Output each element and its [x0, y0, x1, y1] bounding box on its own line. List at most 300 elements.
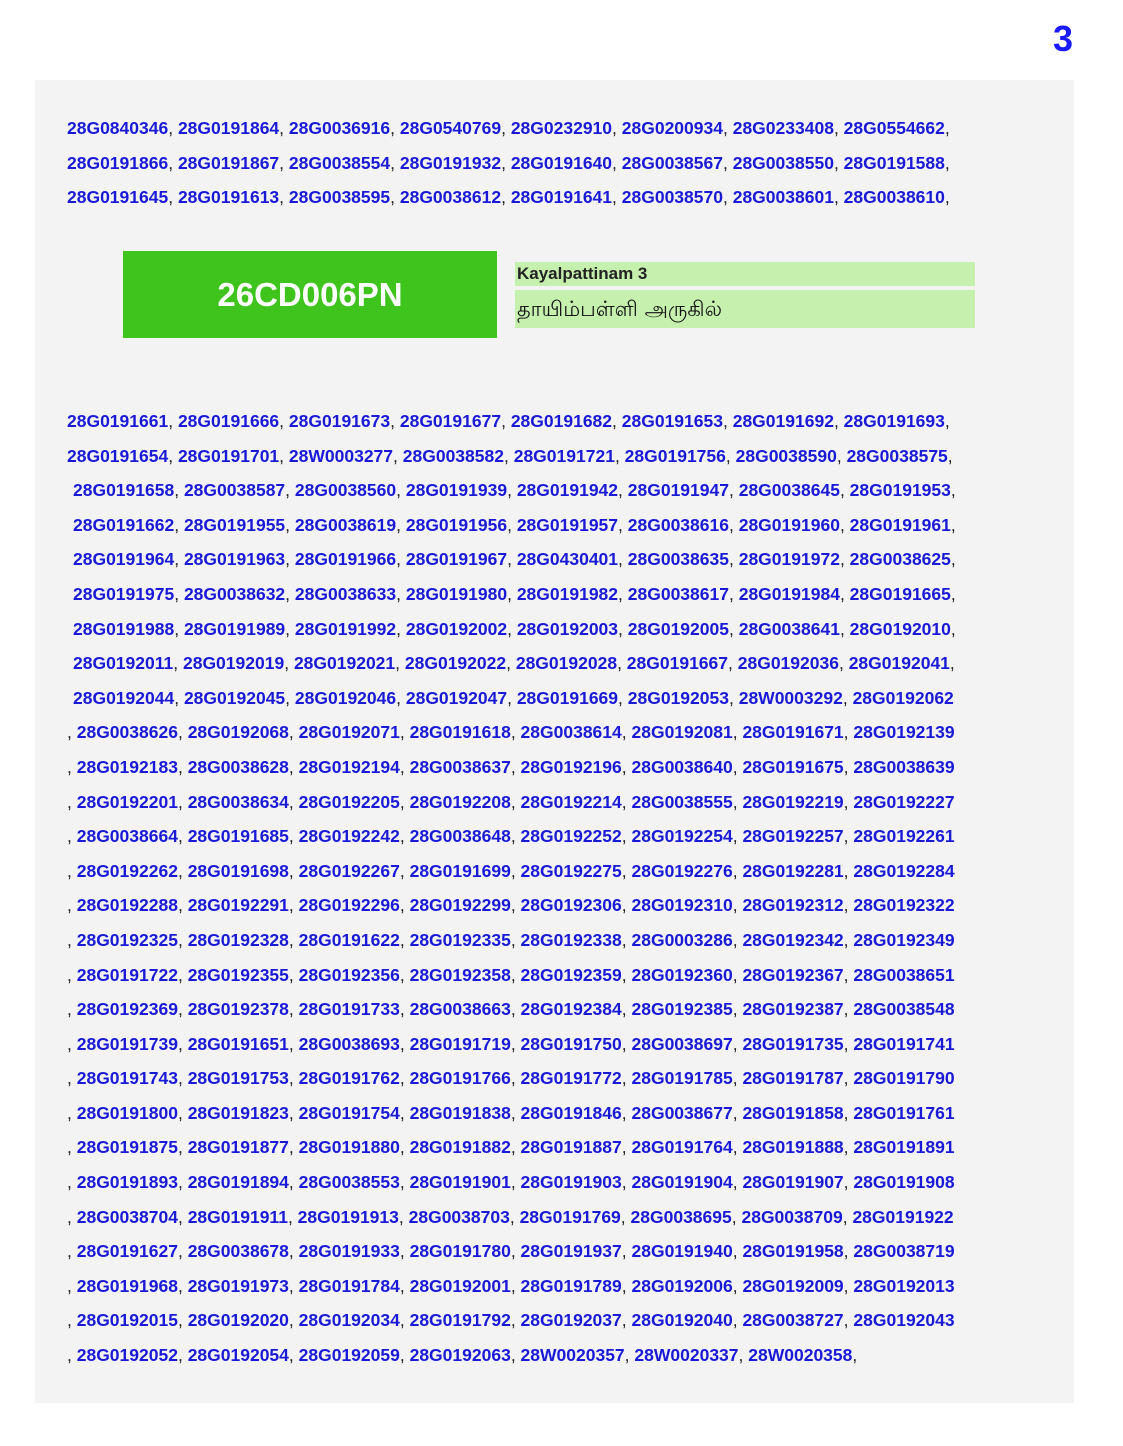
separator: ,	[621, 1275, 632, 1296]
separator: ,	[285, 618, 295, 639]
record-id: 28G0192068	[187, 722, 289, 743]
separator: ,	[728, 653, 738, 674]
separator: ,	[506, 653, 516, 674]
separator: ,	[399, 826, 410, 847]
separator: ,	[732, 756, 743, 777]
separator: ,	[501, 187, 511, 208]
record-id: 28G0038634	[187, 791, 289, 812]
separator: ,	[177, 1068, 188, 1089]
record-id: 28G0191947	[627, 480, 729, 501]
separator: ,	[621, 1102, 632, 1123]
record-id: 28G0430401	[516, 549, 619, 570]
separator: ,	[833, 187, 844, 208]
record-id: 28G0192021	[293, 653, 396, 674]
separator: ,	[503, 445, 514, 466]
separator: ,	[722, 152, 733, 173]
separator: ,	[399, 1310, 410, 1331]
separator: ,	[843, 860, 854, 881]
record-id: 28G0191588	[843, 152, 945, 173]
separator: ,	[288, 1172, 299, 1193]
separator: ,	[732, 929, 743, 950]
separator: ,	[395, 653, 405, 674]
separator: ,	[510, 756, 521, 777]
record-id: 28G0191980	[405, 583, 508, 604]
record-id: 28G0191692	[732, 411, 834, 431]
separator: ,	[177, 1310, 188, 1331]
record-id: 28G0191685	[187, 826, 289, 847]
separator: ,	[399, 1033, 410, 1054]
record-id: 28G0191677	[399, 411, 502, 431]
record-id: 28G0192013	[853, 1275, 955, 1296]
record-id: 28G0192328	[187, 929, 289, 950]
separator: ,	[618, 583, 628, 604]
separator: ,	[728, 583, 739, 604]
separator: ,	[510, 1137, 521, 1158]
separator: ,	[839, 480, 850, 501]
separator: ,	[732, 1310, 743, 1331]
id-row	[67, 819, 956, 854]
separator: ,	[67, 1241, 77, 1262]
separator: ,	[67, 826, 77, 847]
record-id: 28G0191961	[849, 514, 951, 535]
separator: ,	[507, 583, 517, 604]
record-id: 28G0191766	[409, 1068, 511, 1089]
record-id: 28G0191882	[409, 1137, 511, 1158]
separator: ,	[621, 1033, 632, 1054]
record-id: 28G0192342	[742, 929, 844, 950]
separator: ,	[621, 860, 632, 881]
record-id: 28G0191867	[177, 152, 280, 173]
separator: ,	[507, 480, 517, 501]
record-id: 28G0191957	[516, 514, 619, 535]
separator: ,	[177, 895, 188, 916]
record-id: 28G0192284	[853, 860, 955, 881]
separator: ,	[288, 1068, 299, 1089]
separator: ,	[510, 999, 521, 1020]
record-id: 28G0192335	[409, 929, 511, 950]
separator: ,	[168, 445, 178, 466]
separator: ,	[621, 791, 632, 812]
id-row	[67, 473, 956, 508]
record-id: 28G0191653	[621, 411, 723, 431]
record-id: 28G0191645	[67, 187, 169, 208]
separator: ,	[621, 826, 632, 847]
separator: ,	[843, 791, 854, 812]
record-id: 28G0192349	[853, 929, 955, 950]
record-id: 28G0038554	[288, 152, 391, 173]
separator: ,	[843, 826, 854, 847]
record-id: 28G0038678	[187, 1241, 289, 1262]
record-id: 28G0038639	[853, 756, 955, 777]
separator: ,	[67, 722, 77, 743]
record-id: 28G0192385	[631, 999, 733, 1020]
record-id: 28G0191671	[742, 722, 844, 743]
record-id: 28G0038695	[630, 1206, 732, 1227]
id-row	[67, 958, 956, 993]
record-id: 28G0191964	[73, 549, 175, 570]
record-id: 28G0191988	[73, 618, 175, 639]
record-id: 28G0003286	[631, 929, 733, 950]
separator: ,	[67, 895, 77, 916]
record-id: 28G0191922	[852, 1206, 954, 1227]
record-id: 28G0191792	[409, 1310, 511, 1331]
separator: ,	[279, 118, 289, 138]
record-id: 28G0191733	[298, 999, 400, 1020]
record-id: 28G0038703	[408, 1206, 510, 1227]
separator: ,	[507, 514, 517, 535]
separator: ,	[284, 653, 294, 674]
record-id: 28G0192053	[627, 687, 729, 708]
separator: ,	[510, 1172, 521, 1193]
separator: ,	[843, 999, 854, 1020]
record-id: 28G0191772	[520, 1068, 622, 1089]
record-id: 28G0191665	[849, 583, 951, 604]
separator: ,	[732, 1137, 743, 1158]
record-id: 28G0192310	[631, 895, 733, 916]
separator: ,	[285, 549, 295, 570]
record-id: 28G0038610	[843, 187, 945, 208]
record-id: 28G0192037	[520, 1310, 622, 1331]
separator: ,	[944, 152, 950, 173]
record-id: 28G0038651	[853, 964, 955, 985]
record-id: 28G0192009	[742, 1275, 844, 1296]
record-id: 28G0038641	[738, 618, 840, 639]
record-id: 28G0191699	[409, 860, 511, 881]
separator: ,	[852, 1345, 858, 1366]
record-id: 28G0191719	[409, 1033, 511, 1054]
separator: ,	[728, 687, 739, 708]
separator: ,	[732, 826, 743, 847]
record-id: 28G0191641	[510, 187, 613, 208]
separator: ,	[177, 1172, 188, 1193]
separator: ,	[177, 999, 188, 1020]
separator: ,	[396, 618, 406, 639]
separator: ,	[843, 964, 854, 985]
record-id: 28G0192001	[409, 1275, 511, 1296]
separator: ,	[839, 549, 850, 570]
record-id: 28G0192015	[76, 1310, 178, 1331]
separator: ,	[510, 1102, 521, 1123]
separator: ,	[732, 1102, 743, 1123]
record-id: 28G0192036	[737, 653, 839, 674]
record-id: 28G0191658	[73, 480, 175, 501]
separator: ,	[510, 1033, 521, 1054]
record-id: 28G0191661	[67, 411, 169, 431]
record-id: 28G0191789	[520, 1275, 622, 1296]
record-id: 28G0191937	[520, 1241, 622, 1262]
record-id: 28G0192011	[73, 653, 174, 674]
record-id: 28G0191858	[742, 1102, 844, 1123]
separator: ,	[393, 445, 403, 466]
id-row	[67, 1096, 956, 1131]
separator: ,	[843, 1172, 854, 1193]
record-id: 28G0038582	[402, 445, 504, 466]
record-id: 28G0191761	[853, 1102, 955, 1123]
record-id: 28G0038626	[76, 722, 178, 743]
separator: ,	[177, 791, 188, 812]
separator: ,	[399, 1172, 410, 1193]
separator: ,	[67, 1275, 77, 1296]
record-id: 28G0232910	[510, 118, 613, 138]
separator: ,	[510, 929, 521, 950]
record-id: 28G0038645	[738, 480, 840, 501]
id-row	[67, 180, 950, 215]
record-id: 28G0191908	[853, 1172, 955, 1193]
separator: ,	[174, 618, 184, 639]
id-row	[67, 1303, 956, 1338]
separator: ,	[67, 1206, 77, 1227]
separator: ,	[510, 1068, 521, 1089]
record-id: 28G0191894	[187, 1172, 289, 1193]
separator: ,	[279, 445, 289, 466]
record-id: 28G0191901	[409, 1172, 511, 1193]
separator: ,	[177, 1137, 188, 1158]
separator: ,	[732, 1172, 743, 1193]
record-id: 28G0191966	[294, 549, 397, 570]
separator: ,	[174, 583, 184, 604]
separator: ,	[399, 722, 410, 743]
section-code-box: 26CD006PN	[123, 251, 497, 338]
separator: ,	[177, 722, 188, 743]
separator: ,	[950, 514, 956, 535]
id-row	[67, 542, 956, 577]
record-id: 28G0192028	[515, 653, 618, 674]
separator: ,	[285, 480, 295, 501]
separator: ,	[285, 583, 295, 604]
separator: ,	[396, 514, 406, 535]
record-id: 28G0192043	[853, 1310, 955, 1331]
record-id: 28G0038640	[631, 756, 733, 777]
separator: ,	[612, 411, 622, 431]
record-id: 28G0191967	[405, 549, 508, 570]
record-id: 28G0191972	[738, 549, 840, 570]
separator: ,	[174, 687, 184, 708]
separator: ,	[174, 514, 184, 535]
separator: ,	[288, 929, 299, 950]
record-id: 28G0191640	[510, 152, 613, 173]
record-id: 28G0191666	[177, 411, 280, 431]
separator: ,	[624, 1345, 635, 1366]
separator: ,	[501, 411, 511, 431]
separator: ,	[620, 1206, 631, 1227]
record-id: 28G0191669	[516, 687, 619, 708]
separator: ,	[950, 480, 956, 501]
record-id: 28G0191838	[409, 1102, 511, 1123]
id-row	[67, 992, 956, 1027]
record-id: 28G0191667	[626, 653, 729, 674]
record-id: 28G0192194	[298, 756, 400, 777]
record-id: 28G0191622	[298, 929, 400, 950]
page-number: 3	[1052, 18, 1073, 59]
record-id: 28G0038567	[621, 152, 723, 173]
record-id: 28G0191958	[742, 1241, 844, 1262]
separator: ,	[950, 549, 956, 570]
separator: ,	[177, 1102, 188, 1123]
separator: ,	[399, 1241, 410, 1262]
separator: ,	[621, 929, 632, 950]
record-id: 28G0038550	[732, 152, 834, 173]
record-id: 28G0192360	[631, 964, 733, 985]
record-id: 28G0192046	[294, 687, 397, 708]
separator: ,	[843, 1241, 854, 1262]
separator: ,	[67, 1172, 77, 1193]
id-row	[67, 508, 956, 543]
record-id: 28G0192296	[298, 895, 400, 916]
record-id: 28G0192219	[742, 791, 844, 812]
separator: ,	[288, 1241, 299, 1262]
record-id: 28G0192071	[298, 722, 400, 743]
record-id: 28G0192267	[298, 860, 400, 881]
separator: ,	[399, 895, 410, 916]
record-id: 28G0036916	[288, 118, 391, 138]
separator: ,	[396, 687, 406, 708]
separator: ,	[67, 1310, 77, 1331]
record-id: 28G0191975	[73, 583, 175, 604]
record-id: 28G0038575	[846, 445, 948, 466]
separator: ,	[842, 1206, 853, 1227]
separator: ,	[843, 1310, 854, 1331]
record-id: 28G0200934	[621, 118, 723, 138]
record-id: 28G0192322	[853, 895, 955, 916]
separator: ,	[177, 1275, 188, 1296]
separator: ,	[288, 999, 299, 1020]
record-id: 28G0038719	[853, 1241, 955, 1262]
record-id: 28G0191963	[183, 549, 286, 570]
id-row	[67, 1269, 956, 1304]
separator: ,	[833, 118, 844, 138]
separator: ,	[396, 583, 406, 604]
record-id: 28G0192006	[631, 1275, 733, 1296]
record-id: 28G0191627	[76, 1241, 178, 1262]
separator: ,	[510, 791, 521, 812]
record-id: 28G0191887	[520, 1137, 622, 1158]
record-id: 28G0540769	[399, 118, 502, 138]
separator: ,	[399, 1068, 410, 1089]
separator: ,	[621, 722, 632, 743]
record-id: 28G0191754	[298, 1102, 400, 1123]
separator: ,	[396, 480, 406, 501]
record-id: 28G0038555	[631, 791, 733, 812]
id-row	[67, 923, 956, 958]
record-id: 28G0038548	[853, 999, 955, 1020]
record-id: 28G0038727	[742, 1310, 844, 1331]
record-id: 28G0191880	[298, 1137, 400, 1158]
record-id: 28G0038628	[187, 756, 289, 777]
separator: ,	[732, 1068, 743, 1089]
separator: ,	[67, 1068, 77, 1089]
record-id: 28G0191651	[187, 1033, 289, 1054]
separator: ,	[614, 445, 625, 466]
separator: ,	[944, 118, 950, 138]
separator: ,	[390, 118, 400, 138]
separator: ,	[510, 1310, 521, 1331]
record-id: 28G0191701	[177, 445, 280, 466]
record-id: 28G0192369	[76, 999, 178, 1020]
separator: ,	[621, 964, 632, 985]
separator: ,	[285, 514, 295, 535]
record-id: 28G0191693	[843, 411, 945, 431]
separator: ,	[612, 187, 622, 208]
record-id: 28G0038648	[409, 826, 511, 847]
record-id: 28G0191953	[849, 480, 951, 501]
record-id: 28G0191721	[513, 445, 615, 466]
record-id: 28G0191932	[399, 152, 502, 173]
record-id: 28G0191618	[409, 722, 511, 743]
record-id: 28G0191698	[187, 860, 289, 881]
separator: ,	[618, 618, 628, 639]
record-id: 28G0192063	[409, 1345, 511, 1366]
separator: ,	[732, 1033, 743, 1054]
separator: ,	[839, 514, 850, 535]
record-id: 28G0191933	[298, 1241, 400, 1262]
separator: ,	[510, 895, 521, 916]
id-row	[67, 888, 956, 923]
record-id: 28G0038587	[183, 480, 286, 501]
separator: ,	[510, 722, 521, 743]
record-id: 28G0192045	[183, 687, 286, 708]
separator: ,	[843, 722, 854, 743]
separator: ,	[67, 756, 77, 777]
record-id: 28G0192338	[520, 929, 622, 950]
record-id: 28G0192059	[298, 1345, 400, 1366]
record-id: 28G0038614	[520, 722, 622, 743]
separator: ,	[288, 895, 299, 916]
separator: ,	[838, 653, 849, 674]
separator: ,	[173, 653, 183, 674]
record-id: 28G0192384	[520, 999, 622, 1020]
record-id: 28G0038619	[294, 514, 397, 535]
separator: ,	[67, 964, 77, 985]
record-id: 28G0038704	[76, 1206, 178, 1227]
record-id: 28G0191904	[631, 1172, 733, 1193]
record-id: 28G0191800	[76, 1102, 178, 1123]
separator: ,	[510, 964, 521, 985]
record-id: 28W0020358	[748, 1345, 853, 1366]
record-id: 28G0192034	[298, 1310, 400, 1331]
separator: ,	[288, 1345, 299, 1366]
record-id: 28G0192281	[742, 860, 844, 881]
record-id: 28G0038595	[288, 187, 391, 208]
separator: ,	[67, 860, 77, 881]
separator: ,	[950, 618, 956, 639]
separator: ,	[510, 826, 521, 847]
record-id: 28G0192205	[298, 791, 400, 812]
record-id: 28G0038553	[298, 1172, 400, 1193]
record-id: 28G0192276	[631, 860, 733, 881]
separator: ,	[839, 583, 850, 604]
separator: ,	[949, 653, 955, 674]
separator: ,	[732, 964, 743, 985]
record-id: 28G0038612	[399, 187, 502, 208]
separator: ,	[621, 1137, 632, 1158]
separator: ,	[398, 1206, 409, 1227]
separator: ,	[618, 480, 628, 501]
record-id: 28G0554662	[843, 118, 945, 138]
record-id: 28G0191893	[76, 1172, 178, 1193]
separator: ,	[177, 1206, 188, 1227]
record-id: 28G0191741	[853, 1033, 955, 1054]
separator: ,	[279, 152, 289, 173]
separator: ,	[732, 860, 743, 881]
separator: ,	[501, 152, 511, 173]
record-id: 28G0192005	[627, 618, 729, 639]
record-id: 28G0191913	[297, 1206, 399, 1227]
record-id: 28G0038633	[294, 583, 397, 604]
record-id: 28G0192062	[852, 687, 954, 708]
separator: ,	[168, 187, 178, 208]
record-id: 28G0192262	[76, 860, 178, 881]
record-id: 28G0192254	[631, 826, 733, 847]
